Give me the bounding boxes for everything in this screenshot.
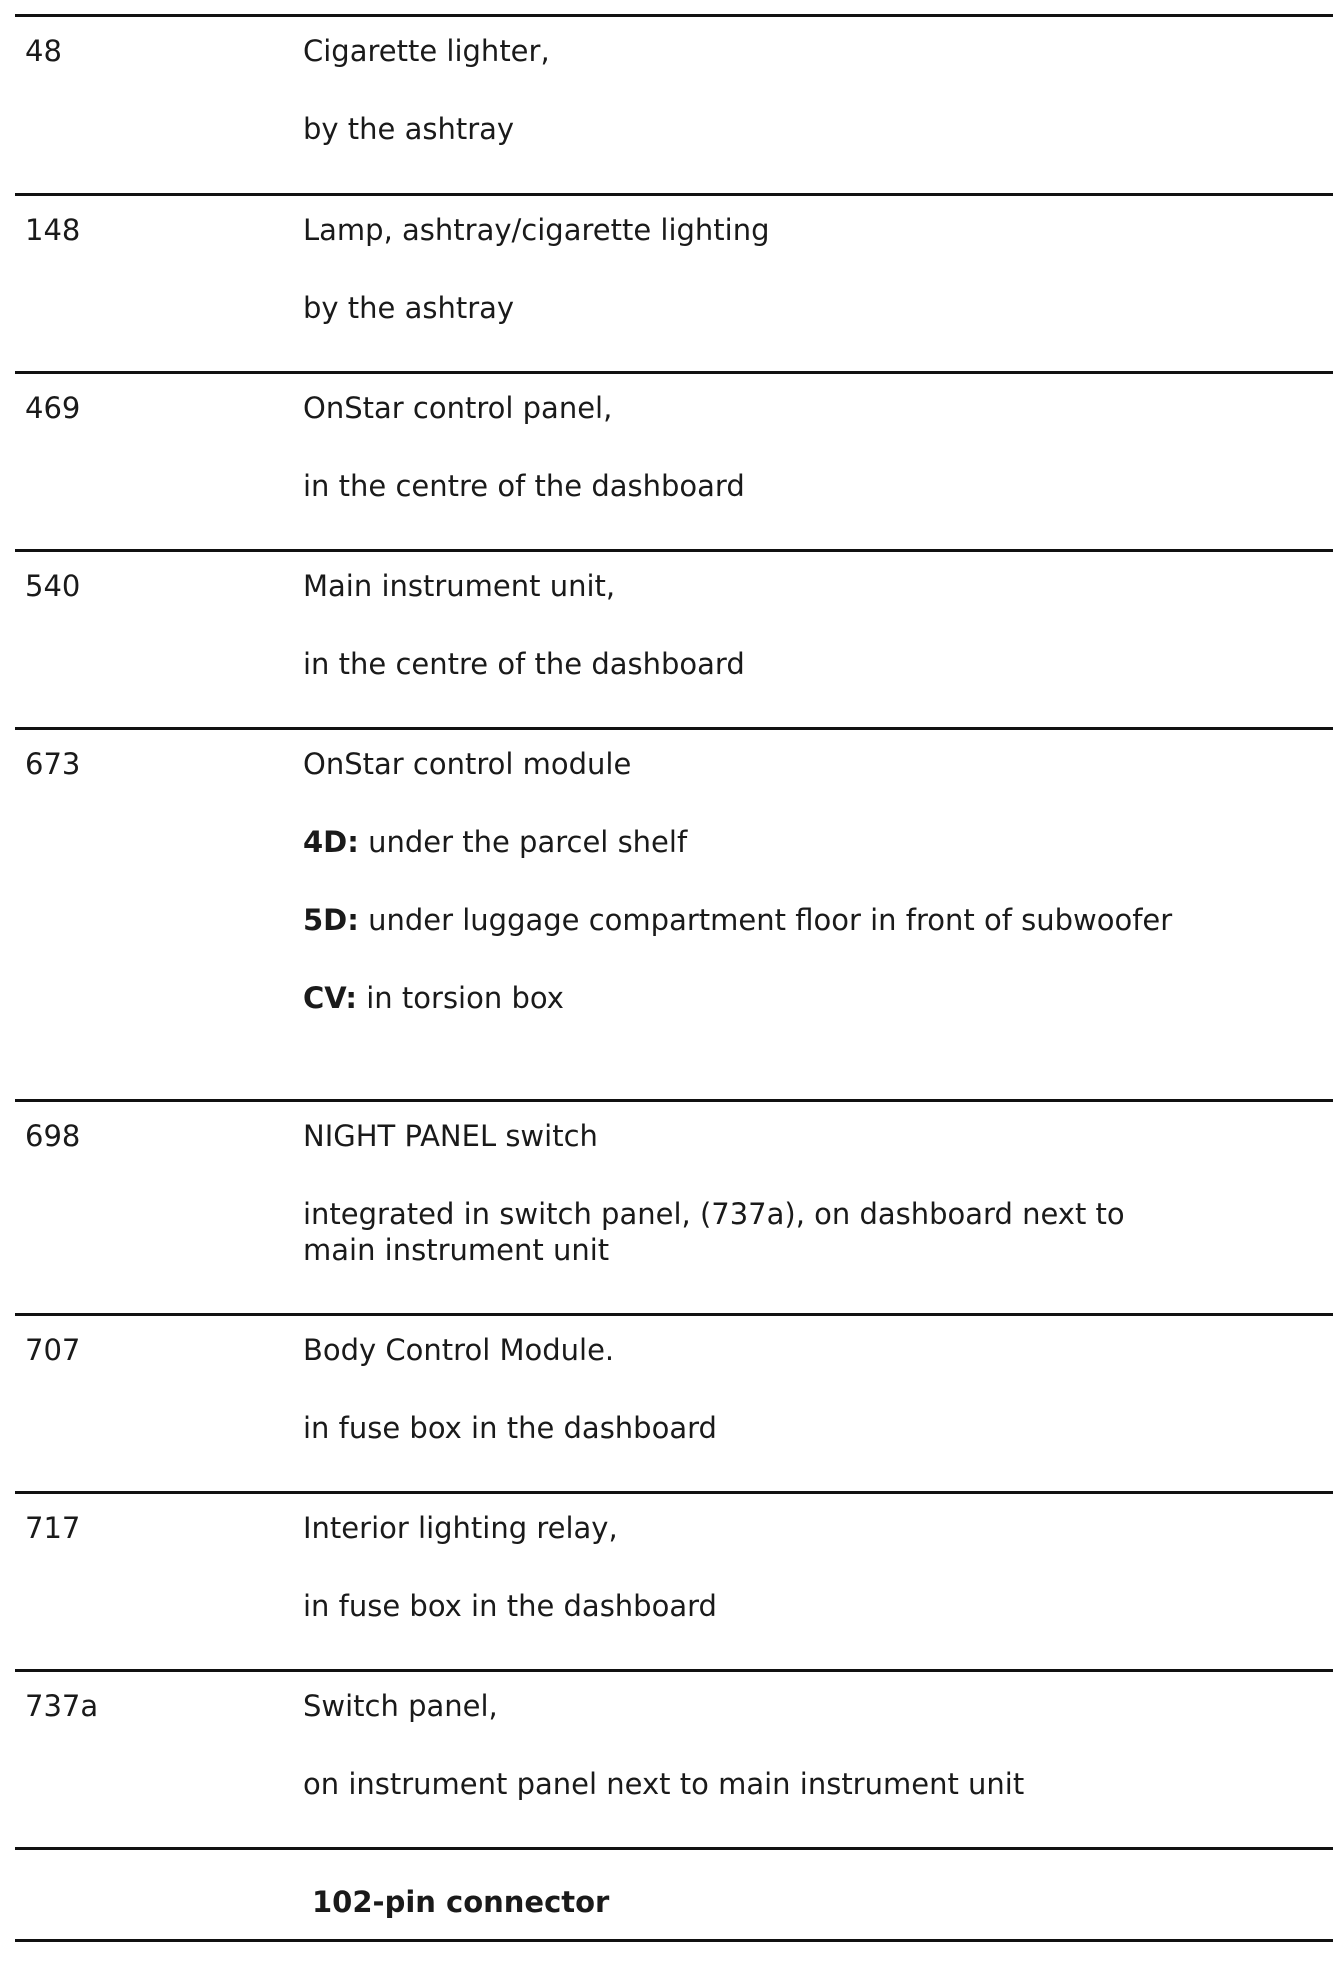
component-code: 469 bbox=[25, 391, 81, 425]
component-code: 707 bbox=[25, 1333, 81, 1367]
component-description bbox=[303, 1672, 1203, 1802]
component-name: Cigarette lighter, bbox=[303, 34, 550, 68]
component-name: Interior lighting relay, bbox=[303, 1511, 618, 1545]
component-code: 148 bbox=[25, 213, 81, 247]
component-location: by the ashtray bbox=[303, 291, 515, 325]
table-row bbox=[15, 371, 1333, 549]
component-location-4d bbox=[303, 824, 1203, 860]
component-name: OnStar control module bbox=[303, 747, 632, 781]
component-name: OnStar control panel, bbox=[303, 391, 613, 425]
component-code: 673 bbox=[25, 747, 81, 781]
component-code: 540 bbox=[25, 569, 81, 603]
component-location: in the centre of the dashboard bbox=[303, 647, 745, 681]
table-row bbox=[15, 14, 1333, 193]
component-code: 717 bbox=[25, 1511, 81, 1545]
table-row bbox=[15, 1491, 1333, 1669]
component-location-5d bbox=[303, 902, 1203, 938]
component-location: in fuse box in the dashboard bbox=[303, 1589, 717, 1623]
location-text: under the parcel shelf bbox=[358, 825, 688, 859]
component-code: 48 bbox=[25, 34, 62, 68]
table-row bbox=[15, 549, 1333, 727]
component-description bbox=[303, 730, 1203, 1016]
component-description bbox=[303, 1102, 1203, 1268]
component-name: Lamp, ashtray/cigarette lighting bbox=[303, 213, 770, 247]
location-text: in torsion box bbox=[357, 981, 564, 1015]
component-code: 737a bbox=[25, 1689, 99, 1723]
component-name: Switch panel, bbox=[303, 1689, 498, 1723]
variant-label: CV: bbox=[303, 981, 358, 1015]
table-row bbox=[15, 1669, 1333, 1847]
component-location: by the ashtray bbox=[303, 112, 515, 146]
component-location-cv bbox=[303, 980, 1203, 1016]
section-title: 102-pin connector bbox=[312, 1885, 610, 1919]
component-name: Main instrument unit, bbox=[303, 569, 616, 603]
component-description bbox=[303, 1316, 1203, 1446]
variant-label: 5D: bbox=[303, 903, 359, 937]
component-description bbox=[303, 1494, 1203, 1624]
component-location: in the centre of the dashboard bbox=[303, 469, 745, 503]
component-name: NIGHT PANEL switch bbox=[303, 1119, 598, 1153]
variant-label: 4D: bbox=[303, 825, 359, 859]
table-row bbox=[15, 1313, 1333, 1491]
component-name: Body Control Module. bbox=[303, 1333, 615, 1367]
component-description bbox=[303, 196, 1203, 326]
component-location: on instrument panel next to main instrument unit bbox=[303, 1767, 1025, 1801]
table-row bbox=[15, 727, 1333, 1099]
location-text: under luggage compartment floor in front of subwoofer bbox=[358, 903, 1173, 937]
table-row bbox=[15, 1099, 1333, 1313]
component-location: in fuse box in the dashboard bbox=[303, 1411, 717, 1445]
component-description bbox=[303, 552, 1203, 682]
table-row bbox=[15, 193, 1333, 371]
component-table bbox=[15, 14, 1333, 1942]
component-description bbox=[303, 17, 1203, 147]
component-description bbox=[303, 374, 1203, 504]
component-location: integrated in switch panel, (737a), on dashboard next to main instrument unit bbox=[303, 1197, 1125, 1267]
section-header-row bbox=[15, 1847, 1333, 1942]
component-code: 698 bbox=[25, 1119, 81, 1153]
